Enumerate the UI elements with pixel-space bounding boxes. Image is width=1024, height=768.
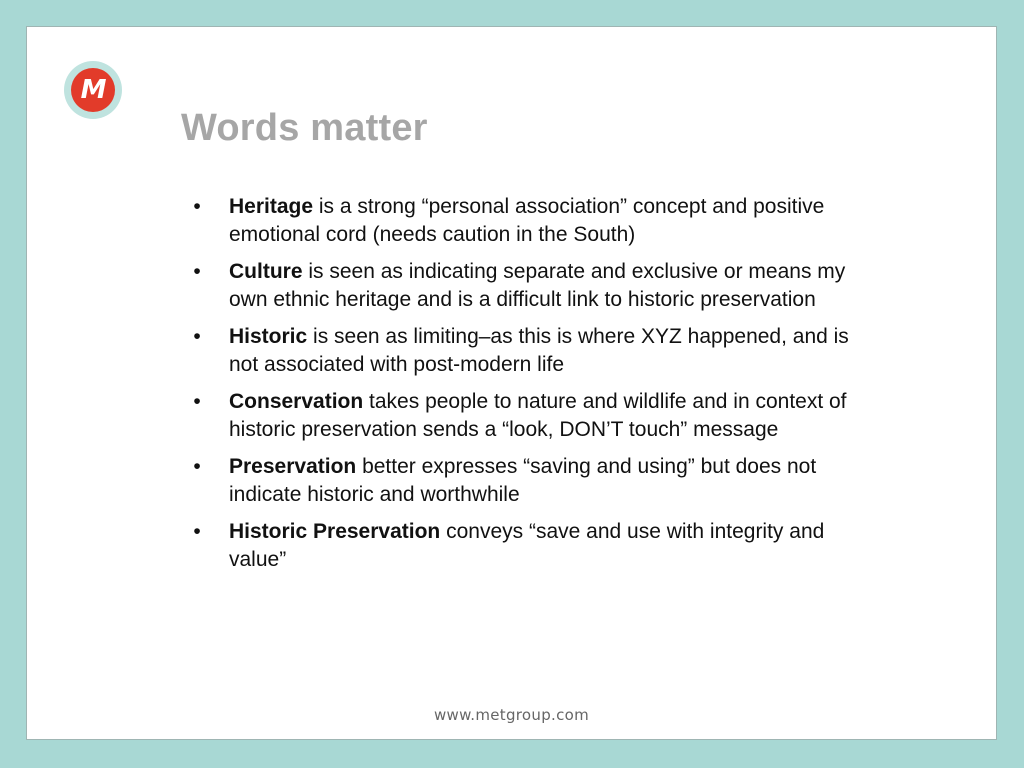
bullet-term: Preservation — [229, 455, 357, 478]
bullet-text: is seen as indicating separate and exclusive or means my own ethnic heritage and is a difficult link to historic preservation — [229, 260, 846, 311]
bullet-icon: • — [193, 260, 201, 283]
bullet-text: is seen as limiting–as this is where XYZ happened, and is not associated with post-modern life — [229, 325, 849, 376]
bullet-icon: • — [193, 195, 201, 218]
bullet-term: Conservation — [229, 390, 364, 413]
bullet-icon: • — [193, 325, 201, 348]
bullet-text: is a strong “personal association” concept and positive emotional cord (needs caution in the South) — [229, 195, 825, 246]
list-item — [187, 258, 867, 314]
bullet-term: Historic Preservation — [229, 520, 441, 543]
logo-letter: M — [71, 68, 115, 112]
list-item — [187, 453, 867, 509]
bullet-term: Culture — [229, 260, 303, 283]
list-item — [187, 323, 867, 379]
bullet-term: Heritage — [229, 195, 314, 218]
bullet-icon: • — [193, 390, 201, 413]
list-item — [187, 193, 867, 249]
bullet-list — [187, 193, 867, 583]
bullet-text: conveys “save and use with integrity and value” — [229, 520, 825, 571]
bullet-icon: • — [193, 455, 201, 478]
page-title: Words matter — [181, 107, 428, 149]
list-item — [187, 388, 867, 444]
footer-url: www.metgroup.com — [433, 706, 590, 724]
bullet-text: better expresses “saving and using” but does not indicate historic and worthwhile — [229, 455, 817, 506]
slide — [26, 26, 997, 740]
list-item — [187, 518, 867, 574]
bullet-term: Historic — [229, 325, 308, 348]
metgroup-logo-icon — [64, 61, 122, 119]
bullet-text: takes people to nature and wildlife and in context of historic preservation sends a “look, DON’T touch” message — [229, 390, 847, 441]
bullet-icon: • — [193, 520, 201, 543]
